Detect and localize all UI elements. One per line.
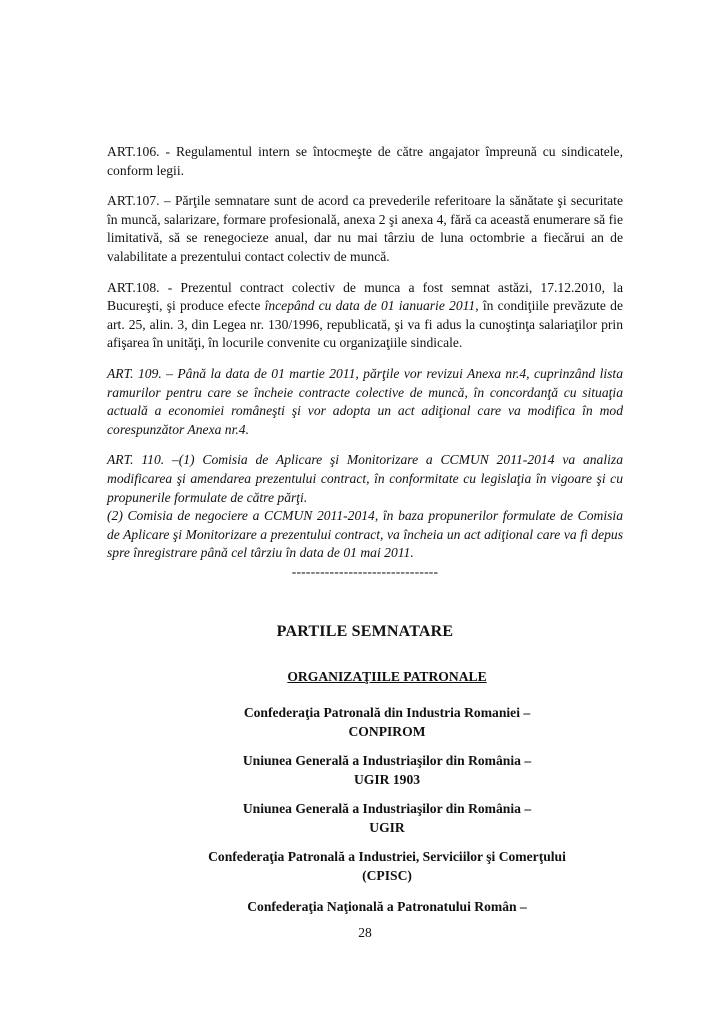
article-109: ART. 109. – Până la data de 01 martie 2011, părţile vor revizui Anexa nr.4, cuprinzând lista ramurilor pentru care se încheie contracte colective de muncă, în concordanţă cu situaţia actuală a economiei româneşti şi vor adopta un act adiţional care va modifica în mod corespunzător Anexa nr.4. bbox=[107, 365, 623, 437]
article-108-part1: ART.108. - Prezentul contract colectiv de munca a fost semnat astăzi, 17.12.2010, la Bucureşti, şi produce efecte bbox=[107, 279, 623, 314]
article-106: ART.106. - Regulamentul intern se întocmeşte de către angajator împreună cu sindicatele, conform legii. bbox=[107, 144, 623, 178]
article-108-part2: , în condiţiile prevăzute de art. 25, alin. 3, din Legea nr. 130/1996, republicată, şi va fi adus la cunoştinţa salariaţilor prin afişarea în unităţi, în locurile convenite cu organizaţiile sindicale. bbox=[107, 298, 623, 351]
article-110-1: ART. 110. –(1) Comisia de Aplicare şi Monitorizare a CCMUN 2011-2014 va analiza modificarea şi amendarea prezentului contract, în conformitate cu legislaţia în vigoare şi cu propunerile formulate de către părţi. bbox=[107, 452, 623, 505]
page-number: 28 bbox=[358, 925, 372, 940]
organization-acronym: CONPIROM bbox=[348, 723, 426, 739]
article-108 bbox=[107, 279, 623, 353]
organization-acronym: UGIR bbox=[369, 819, 405, 835]
organization-5 bbox=[107, 898, 667, 917]
article-107: ART.107. – Părţile semnatare sunt de acord ca prevederile referitoare la sănătate şi securitate în muncă, salarizare, formare profesională, anexa 2 şi anexa 4, fără ca această enumerare să fie limitativă, să se renegocieze anual, dar nu mai târziu de luna octombrie a fiecărui an de valabilitate a prezentului contact colectiv de muncă. bbox=[107, 193, 623, 264]
organization-acronym: UGIR 1903 bbox=[353, 771, 421, 787]
article-110-2: (2) Comisia de negociere a CCMUN 2011-2014, în baza propunerilor formulate de Comisia de Aplicare şi Monitorizare a prezentului contract, va încheia un act adiţional care va fi depus spre înregistrare până cel târziu în data de 01 mai 2011. bbox=[107, 508, 623, 561]
organization-name: Uniunea Generală a Industriaşilor din România – bbox=[242, 801, 532, 816]
organization-3 bbox=[107, 800, 667, 837]
separator-line: ------------------------------- bbox=[291, 563, 439, 579]
article-108-italic: începând cu data de 01 ianuarie 2011 bbox=[264, 298, 476, 314]
organization-4 bbox=[107, 848, 667, 885]
organization-acronym: (CPISC) bbox=[362, 867, 412, 883]
articles-section bbox=[107, 143, 623, 581]
signatories-heading: PARTILE SEMNATARE bbox=[276, 623, 454, 640]
organization-2 bbox=[107, 752, 667, 789]
organization-name: Confederaţia Naţională a Patronatului Român – bbox=[247, 899, 527, 914]
organization-name: Uniunea Generală a Industriaşilor din România – bbox=[242, 753, 532, 768]
organization-name: Confederaţia Patronală din Industria Romaniei – bbox=[243, 705, 531, 720]
employer-organizations-heading: ORGANIZAŢIILE PATRONALE bbox=[287, 669, 487, 684]
organization-name: Confederaţia Patronală a Industriei, Serviciilor şi Comerţului bbox=[208, 849, 566, 864]
organization-1 bbox=[107, 704, 667, 741]
